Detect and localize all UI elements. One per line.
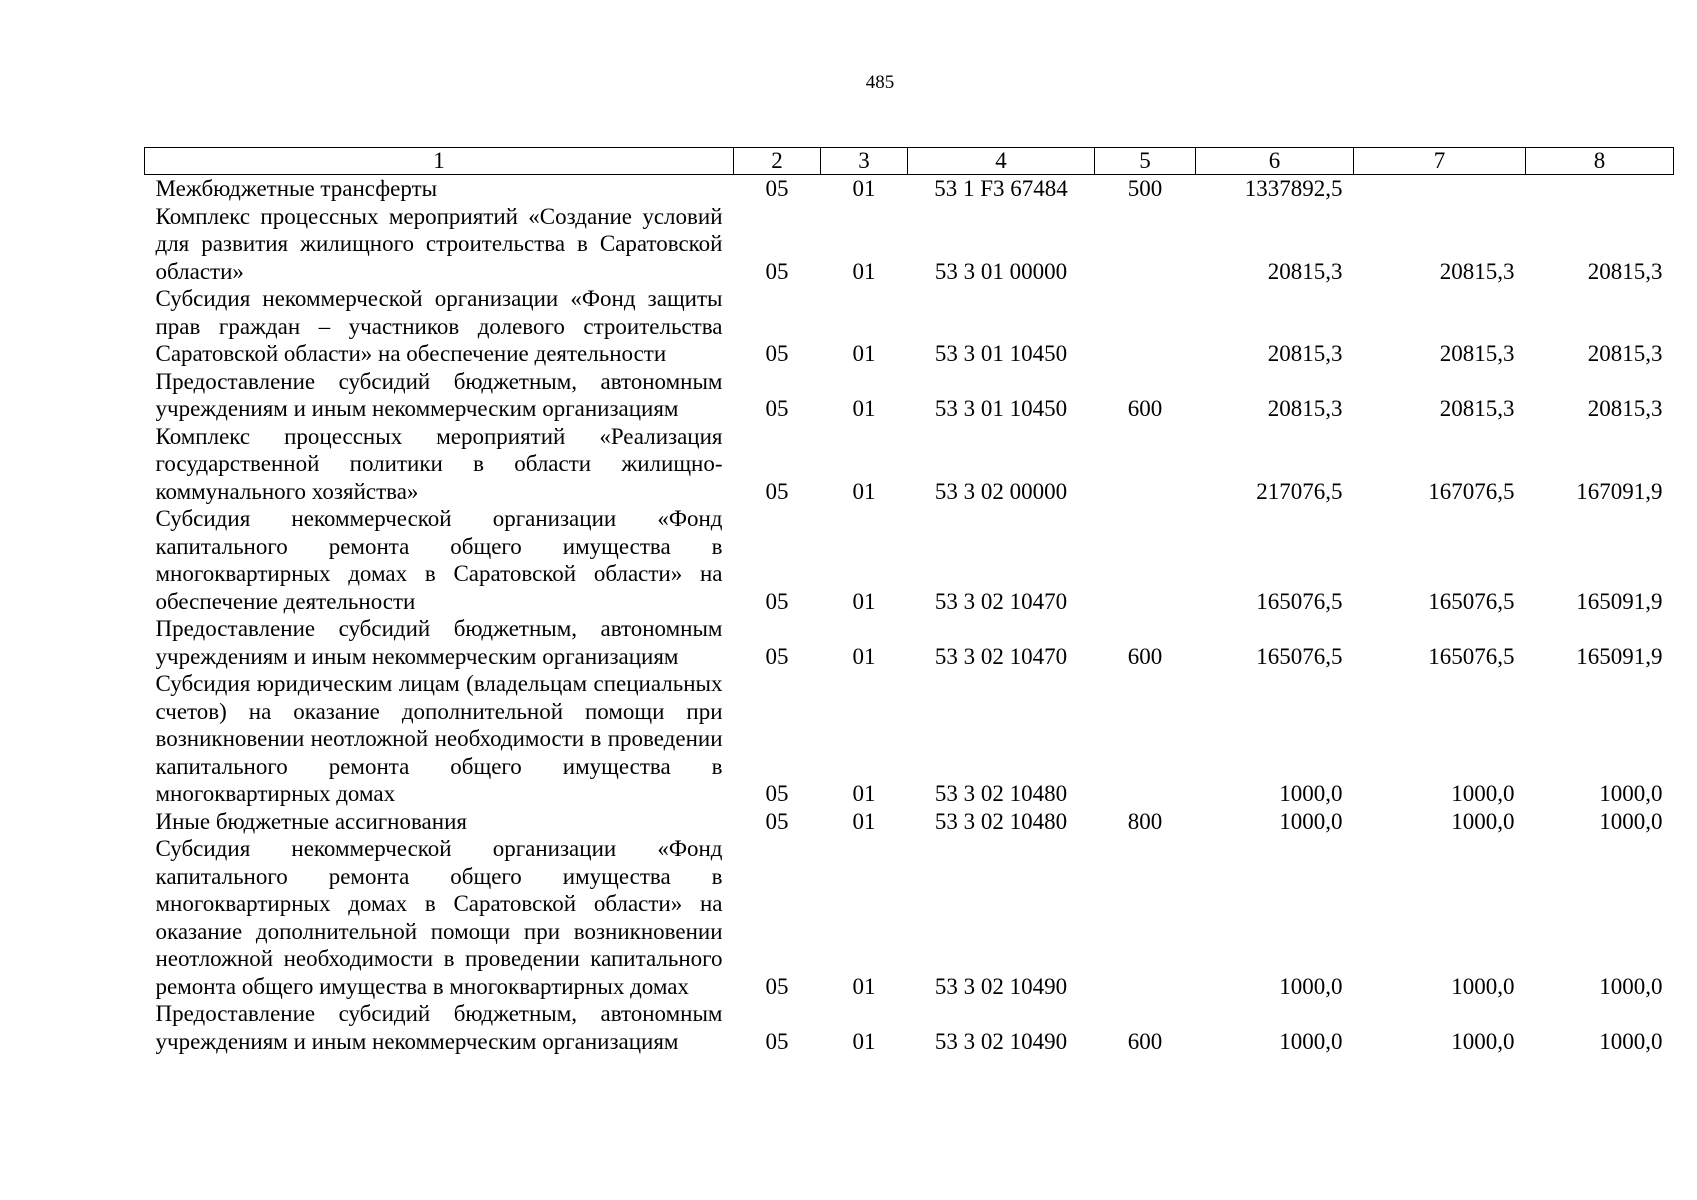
amount-year-2: 167076,5	[1428, 478, 1515, 504]
table-header	[145, 148, 1674, 175]
expense-type-code	[1095, 835, 1196, 1000]
target-article-code: 53 3 02 10480	[934, 808, 1068, 834]
amount-year-1: 1000,0	[1279, 1028, 1343, 1054]
target-article-code: 53 1 F3 67484	[934, 176, 1068, 201]
row-name: Предоставление субсидий бюджетным, автономным учреждениям и иным некоммерческим организациям	[155, 1001, 723, 1054]
amount-year-2: 1000,0	[1451, 973, 1515, 999]
amount-year-1: 1000,0	[1279, 808, 1343, 834]
amount-year-2: 20815,3	[1439, 258, 1515, 284]
target-article-code: 53 3 01 10450	[934, 341, 1068, 366]
section-code: 05	[765, 258, 789, 284]
amount-year-1: 1000,0	[1279, 781, 1343, 806]
column-header-8: 8	[1526, 148, 1674, 175]
subsection-code: 01	[852, 396, 876, 421]
column-header-6: 6	[1196, 148, 1354, 175]
amount-year-1: 165076,5	[1256, 588, 1343, 614]
amount-year-1: 1000,0	[1279, 973, 1343, 999]
table-body	[145, 175, 1674, 1056]
amount-year-2: 1000,0	[1451, 1028, 1515, 1054]
amount-year-2: 20815,3	[1439, 341, 1515, 366]
table-row	[145, 615, 1674, 670]
subsection-code: 01	[852, 781, 876, 806]
expense-type-code	[1095, 203, 1196, 286]
section-code: 05	[765, 478, 789, 504]
target-article-code: 53 3 02 10480	[934, 781, 1068, 806]
column-header-3: 3	[821, 148, 908, 175]
section-code: 05	[765, 973, 789, 999]
table-row	[145, 285, 1674, 368]
table-row	[145, 670, 1674, 808]
row-name: Межбюджетные трансферты	[155, 176, 438, 201]
section-code: 05	[765, 341, 789, 366]
subsection-code: 01	[852, 176, 876, 201]
amount-year-1: 217076,5	[1256, 478, 1343, 504]
expense-type-code: 800	[1127, 808, 1163, 834]
subsection-code: 01	[852, 258, 876, 284]
target-article-code: 53 3 02 10470	[934, 588, 1068, 614]
expense-type-code	[1095, 670, 1196, 808]
expense-type-code: 600	[1127, 1028, 1163, 1054]
target-article-code: 53 3 02 00000	[934, 478, 1068, 504]
table-row	[145, 423, 1674, 506]
amount-year-3: 1000,0	[1599, 1028, 1663, 1054]
row-name: Субсидия некоммерческой организации «Фонд капитального ремонта общего имущества в многоквартирных домах в Саратовской области» на обеспечение деятельности	[155, 506, 723, 614]
amount-year-3: 1000,0	[1599, 973, 1663, 999]
section-code: 05	[765, 1028, 789, 1054]
section-code: 05	[765, 808, 789, 834]
subsection-code: 01	[852, 1028, 876, 1054]
row-name: Предоставление субсидий бюджетным, автономным учреждениям и иным некоммерческим организациям	[155, 616, 723, 669]
amount-year-2: 165076,5	[1428, 643, 1515, 669]
section-code: 05	[765, 643, 789, 669]
column-header-5: 5	[1095, 148, 1196, 175]
expense-type-code	[1095, 285, 1196, 368]
expense-type-code	[1095, 423, 1196, 506]
subsection-code: 01	[852, 478, 876, 504]
amount-year-2: 1000,0	[1451, 808, 1515, 834]
section-code: 05	[765, 396, 789, 421]
amount-year-3: 20815,3	[1587, 258, 1663, 284]
subsection-code: 01	[852, 808, 876, 834]
amount-year-3: 1000,0	[1599, 781, 1663, 806]
amount-year-2	[1354, 175, 1526, 203]
amount-year-3: 20815,3	[1587, 341, 1663, 366]
amount-year-3: 165091,9	[1576, 643, 1663, 669]
amount-year-1: 1337892,5	[1244, 176, 1343, 201]
amount-year-3	[1526, 175, 1674, 203]
target-article-code: 53 3 02 10490	[934, 973, 1068, 999]
row-name: Предоставление субсидий бюджетным, автономным учреждениям и иным некоммерческим организациям	[155, 368, 723, 421]
expense-type-code: 500	[1127, 176, 1163, 201]
table-row	[145, 368, 1674, 423]
section-code: 05	[765, 781, 789, 806]
row-name: Комплекс процессных мероприятий «Реализация государственной политики в области жилищно-коммунального хозяйства»	[155, 423, 723, 504]
table-row	[145, 835, 1674, 1000]
amount-year-2: 1000,0	[1451, 781, 1515, 806]
table-row	[145, 505, 1674, 615]
amount-year-2: 165076,5	[1428, 588, 1515, 614]
column-header-2: 2	[734, 148, 821, 175]
amount-year-3: 165091,9	[1576, 588, 1663, 614]
expense-type-code: 600	[1127, 396, 1163, 421]
target-article-code: 53 3 01 10450	[934, 396, 1068, 421]
expense-type-code	[1095, 505, 1196, 615]
row-name: Субсидия некоммерческой организации «Фонд защиты прав граждан – участников долевого строительства Саратовской области» на обеспечение деятельности	[155, 286, 723, 366]
amount-year-1: 20815,3	[1267, 396, 1343, 421]
amount-year-3: 167091,9	[1576, 478, 1663, 504]
target-article-code: 53 3 02 10470	[934, 643, 1068, 669]
row-name: Субсидия юридическим лицам (владельцам специальных счетов) на оказание дополнительной помощи при возникновении неотложной необходимости в проведении капитального ремонта общего имущества в многоквартирных домах	[155, 671, 723, 806]
header-row	[145, 148, 1674, 175]
row-name: Субсидия некоммерческой организации «Фонд капитального ремонта общего имущества в многоквартирных домах в Саратовской области» на оказание дополнительной помощи при возникновении неотложной необходимости в проведении капитального ремонта общего имущества в многоквартирных домах	[155, 836, 723, 999]
amount-year-1: 20815,3	[1267, 341, 1343, 366]
subsection-code: 01	[852, 973, 876, 999]
budget-table	[144, 147, 1674, 1055]
target-article-code: 53 3 02 10490	[934, 1028, 1068, 1054]
amount-year-1: 20815,3	[1267, 258, 1343, 284]
table-row	[145, 175, 1674, 203]
row-name: Комплекс процессных мероприятий «Создание условий для развития жилищного строительства в Саратовской области»	[155, 203, 723, 284]
page-number: 485	[865, 72, 895, 93]
section-code: 05	[765, 588, 789, 614]
amount-year-2: 20815,3	[1439, 396, 1515, 421]
amount-year-3: 20815,3	[1587, 396, 1663, 421]
row-name: Иные бюджетные ассигнования	[155, 808, 467, 834]
column-header-7: 7	[1354, 148, 1526, 175]
table-row	[145, 808, 1674, 836]
section-code: 05	[765, 176, 789, 201]
column-header-1: 1	[145, 148, 734, 175]
table-row	[145, 1000, 1674, 1055]
subsection-code: 01	[852, 643, 876, 669]
table-row	[145, 203, 1674, 286]
column-header-4: 4	[908, 148, 1095, 175]
expense-type-code: 600	[1127, 643, 1163, 669]
subsection-code: 01	[852, 588, 876, 614]
amount-year-1: 165076,5	[1256, 643, 1343, 669]
target-article-code: 53 3 01 00000	[934, 258, 1068, 284]
subsection-code: 01	[852, 341, 876, 366]
amount-year-3: 1000,0	[1599, 808, 1663, 834]
